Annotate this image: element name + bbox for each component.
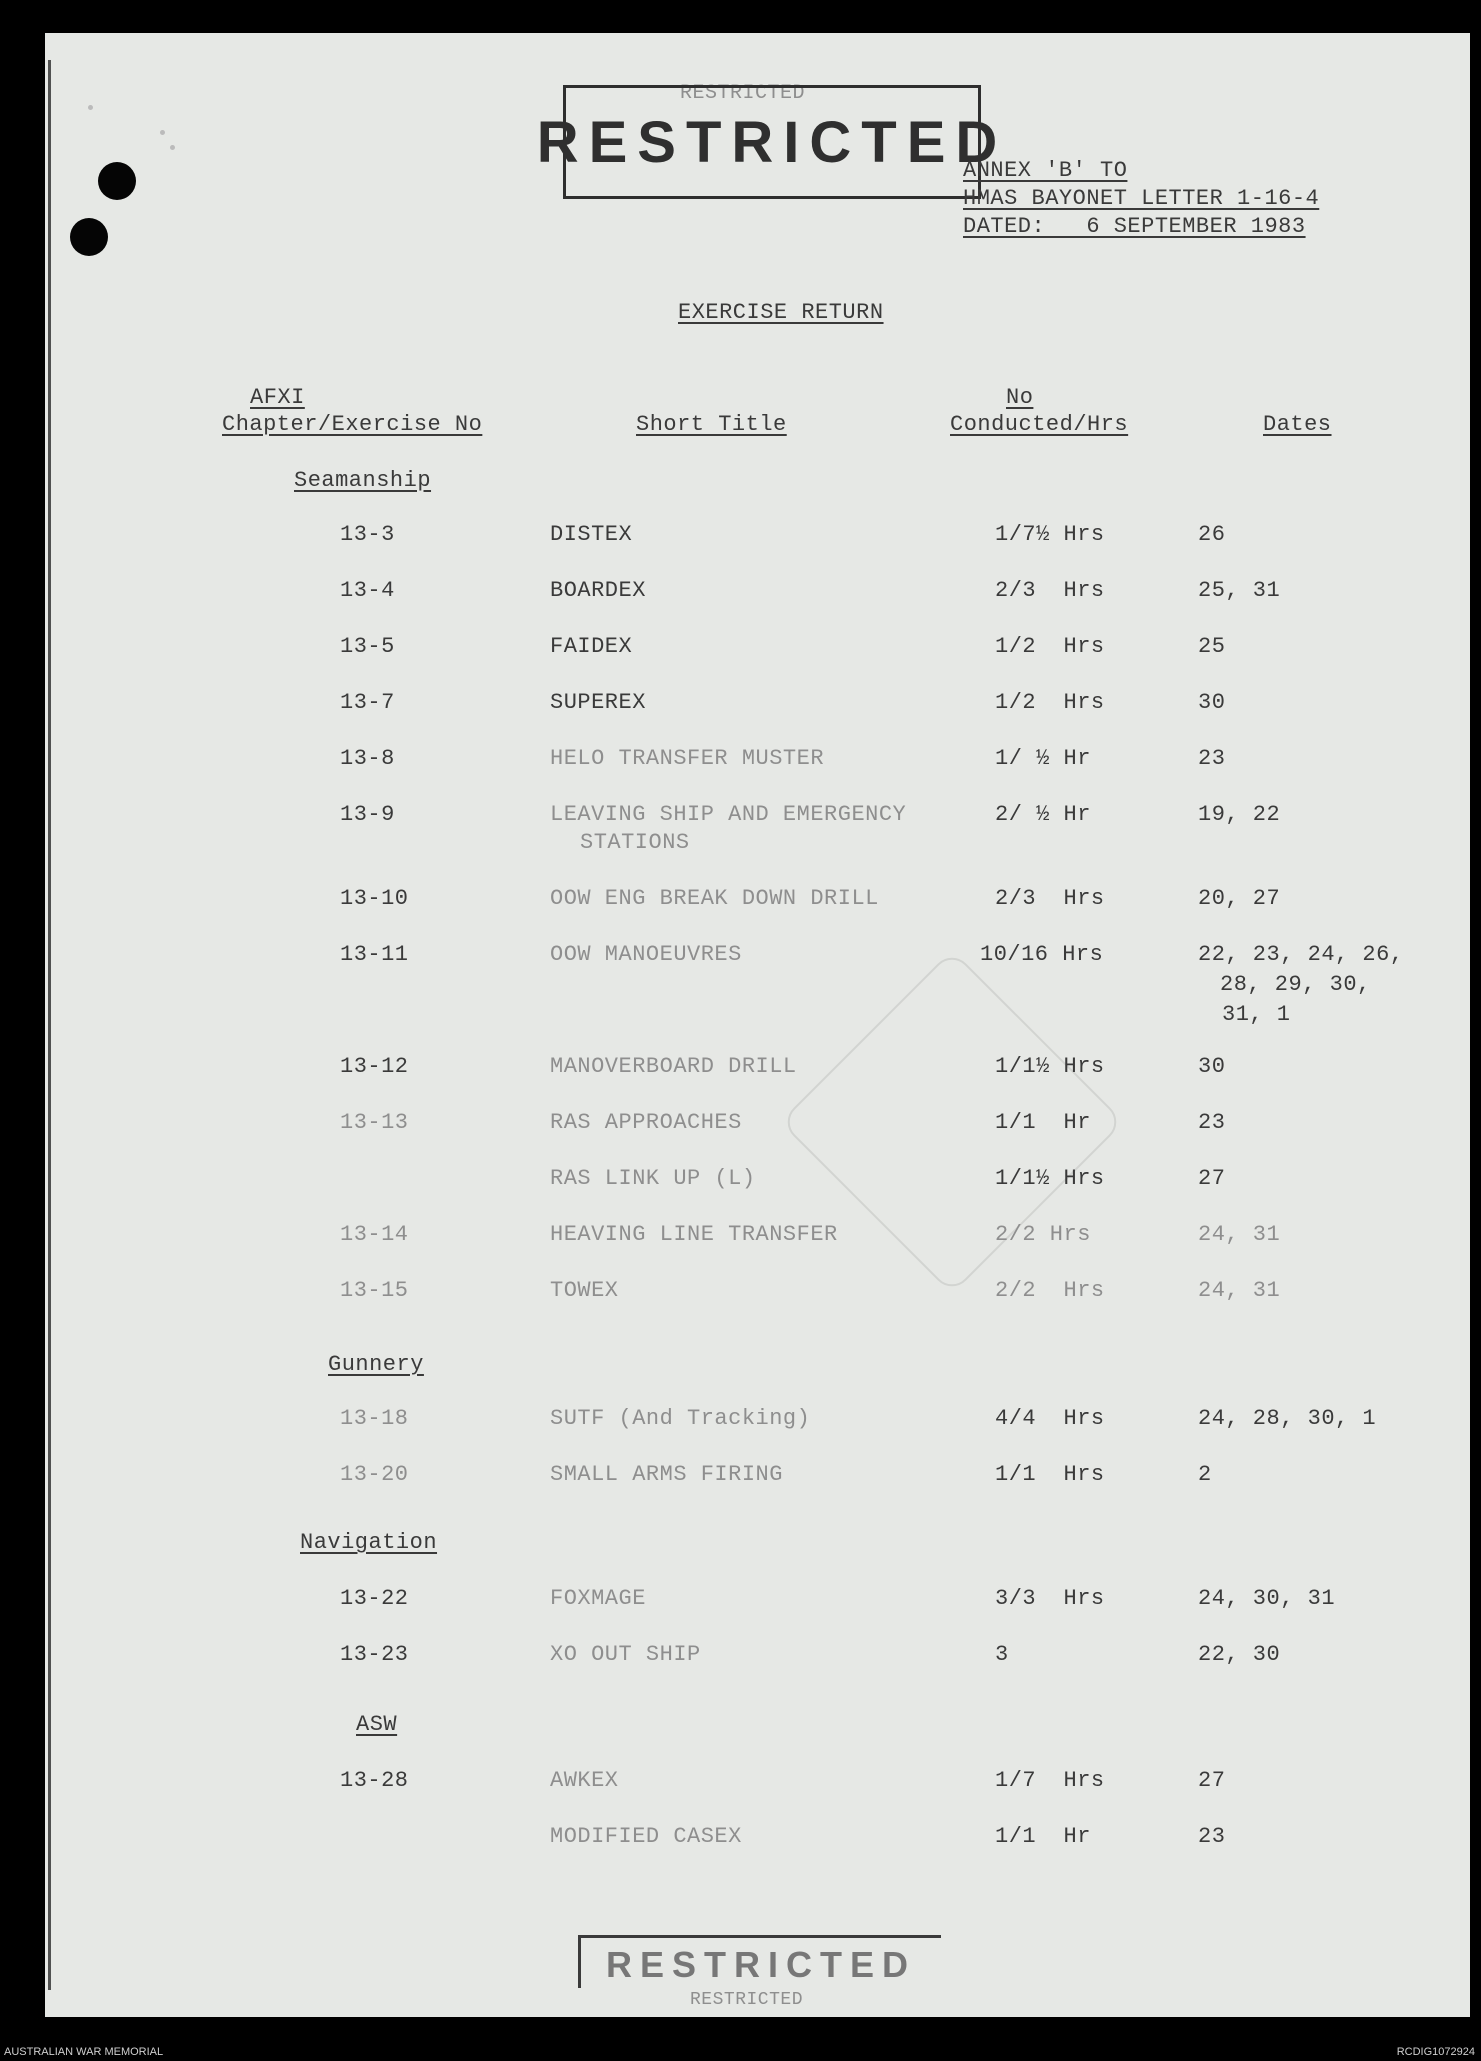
exercise-no: 13-23: [340, 1642, 409, 1667]
section-asw: ASW: [356, 1712, 398, 1737]
punch-hole-icon: [98, 162, 136, 200]
exercise-title: MANOVERBOARD DRILL: [550, 1054, 797, 1079]
exercise-dates-continued: 28, 29, 30,: [1220, 972, 1371, 997]
paper-speck: [170, 145, 175, 150]
page-title: EXERCISE RETURN: [678, 300, 884, 325]
archive-id: RCDIG1072924: [1396, 2046, 1475, 2058]
exercise-no: 13-18: [340, 1406, 409, 1431]
restricted-stamp: RESTRICTED: [563, 85, 981, 199]
exercise-title: FOXMAGE: [550, 1586, 646, 1611]
exercise-dates: 24, 31: [1198, 1222, 1281, 1247]
exercise-conducted: 1/1 Hrs: [995, 1462, 1105, 1487]
column-header-no: No: [1006, 385, 1034, 410]
classification-bottom: RESTRICTED: [690, 1990, 804, 2010]
exercise-title-continued: STATIONS: [580, 830, 690, 855]
exercise-no: 13-5: [340, 634, 395, 659]
column-header-conducted: Conducted/Hrs: [950, 412, 1129, 437]
exercise-conducted: 2/2 Hrs: [995, 1278, 1105, 1303]
paper-speck: [88, 105, 93, 110]
exercise-no: 13-13: [340, 1110, 409, 1135]
exercise-conducted: 10/16 Hrs: [980, 942, 1104, 967]
exercise-conducted: 2/3 Hrs: [995, 578, 1105, 603]
exercise-dates: 24, 30, 31: [1198, 1586, 1336, 1611]
exercise-title: OOW MANOEUVRES: [550, 942, 742, 967]
annex-reference: ANNEX 'B' TO: [963, 158, 1128, 183]
exercise-no: 13-20: [340, 1462, 409, 1487]
exercise-dates: 23: [1198, 1824, 1226, 1849]
exercise-title: SMALL ARMS FIRING: [550, 1462, 783, 1487]
archive-credit: AUSTRALIAN WAR MEMORIAL: [4, 2046, 164, 2058]
classification-top: RESTRICTED: [680, 82, 806, 105]
paper-speck: [160, 130, 165, 135]
column-header-title: Short Title: [636, 412, 787, 437]
punch-hole-icon: [70, 218, 108, 256]
exercise-no: 13-7: [340, 690, 395, 715]
exercise-no: 13-22: [340, 1586, 409, 1611]
exercise-dates: 27: [1198, 1166, 1226, 1191]
exercise-no: 13-3: [340, 522, 395, 547]
exercise-no: 13-14: [340, 1222, 409, 1247]
exercise-dates: 2: [1198, 1462, 1212, 1487]
exercise-dates: 26: [1198, 522, 1226, 547]
exercise-conducted: 1/2 Hrs: [995, 634, 1105, 659]
exercise-conducted: 3/3 Hrs: [995, 1586, 1105, 1611]
exercise-title: XO OUT SHIP: [550, 1642, 701, 1667]
exercise-dates: 27: [1198, 1768, 1226, 1793]
exercise-no: 13-11: [340, 942, 409, 967]
exercise-dates: 30: [1198, 690, 1226, 715]
exercise-conducted: 1/7½ Hrs: [995, 522, 1105, 547]
exercise-dates: 25, 31: [1198, 578, 1281, 603]
column-header-dates: Dates: [1263, 412, 1332, 437]
exercise-conducted: 1/1 Hr: [995, 1824, 1091, 1849]
exercise-conducted: 4/4 Hrs: [995, 1406, 1105, 1431]
exercise-dates: 22, 30: [1198, 1642, 1281, 1667]
exercise-no: 13-8: [340, 746, 395, 771]
section-gunnery: Gunnery: [328, 1352, 424, 1377]
exercise-conducted: 1/1½ Hrs: [995, 1054, 1105, 1079]
exercise-dates-continued: 31, 1: [1222, 1002, 1291, 1027]
exercise-title: FAIDEX: [550, 634, 633, 659]
exercise-dates: 20, 27: [1198, 886, 1281, 911]
exercise-no: 13-10: [340, 886, 409, 911]
exercise-title: BOARDEX: [550, 578, 646, 603]
exercise-conducted: 1/1½ Hrs: [995, 1166, 1105, 1191]
exercise-no: 13-15: [340, 1278, 409, 1303]
exercise-dates: 25: [1198, 634, 1226, 659]
column-header-chapter: Chapter/Exercise No: [222, 412, 483, 437]
exercise-conducted: 1/ ½ Hr: [995, 746, 1091, 771]
exercise-title: RAS LINK UP (L): [550, 1166, 756, 1191]
exercise-no: 13-9: [340, 802, 395, 827]
page-edge-line: [48, 60, 51, 1990]
exercise-title: DISTEX: [550, 522, 633, 547]
dated-line: DATED: 6 SEPTEMBER 1983: [963, 214, 1306, 239]
exercise-title: MODIFIED CASEX: [550, 1824, 742, 1849]
exercise-dates: 30: [1198, 1054, 1226, 1079]
exercise-dates: 24, 28, 30, 1: [1198, 1406, 1377, 1431]
exercise-title: HEAVING LINE TRANSFER: [550, 1222, 838, 1247]
exercise-conducted: 2/ ½ Hr: [995, 802, 1091, 827]
exercise-conducted: 2/3 Hrs: [995, 886, 1105, 911]
exercise-dates: 19, 22: [1198, 802, 1281, 827]
exercise-title: SUPEREX: [550, 690, 646, 715]
exercise-dates: 22, 23, 24, 26,: [1198, 942, 1404, 967]
exercise-title: AWKEX: [550, 1768, 619, 1793]
exercise-title: RAS APPROACHES: [550, 1110, 742, 1135]
exercise-dates: 23: [1198, 746, 1226, 771]
exercise-title: TOWEX: [550, 1278, 619, 1303]
section-navigation: Navigation: [300, 1530, 438, 1555]
letter-reference: HMAS BAYONET LETTER 1-16-4: [963, 186, 1320, 211]
exercise-no: 13-12: [340, 1054, 409, 1079]
exercise-conducted: 1/7 Hrs: [995, 1768, 1105, 1793]
column-header-afxi: AFXI: [250, 385, 305, 410]
exercise-conducted: 1/1 Hr: [995, 1110, 1091, 1135]
section-seamanship: Seamanship: [294, 468, 432, 493]
exercise-no: 13-28: [340, 1768, 409, 1793]
exercise-title: LEAVING SHIP AND EMERGENCY: [550, 802, 907, 827]
restricted-stamp-bottom: RESTRICTED: [578, 1935, 941, 1988]
exercise-title: HELO TRANSFER MUSTER: [550, 746, 825, 771]
exercise-no: 13-4: [340, 578, 395, 603]
exercise-title: SUTF (And Tracking): [550, 1406, 811, 1431]
exercise-title: OOW ENG BREAK DOWN DRILL: [550, 886, 879, 911]
exercise-dates: 24, 31: [1198, 1278, 1281, 1303]
exercise-conducted: 2/2 Hrs: [995, 1222, 1091, 1247]
exercise-conducted: 3: [995, 1642, 1009, 1667]
exercise-dates: 23: [1198, 1110, 1226, 1135]
exercise-conducted: 1/2 Hrs: [995, 690, 1105, 715]
